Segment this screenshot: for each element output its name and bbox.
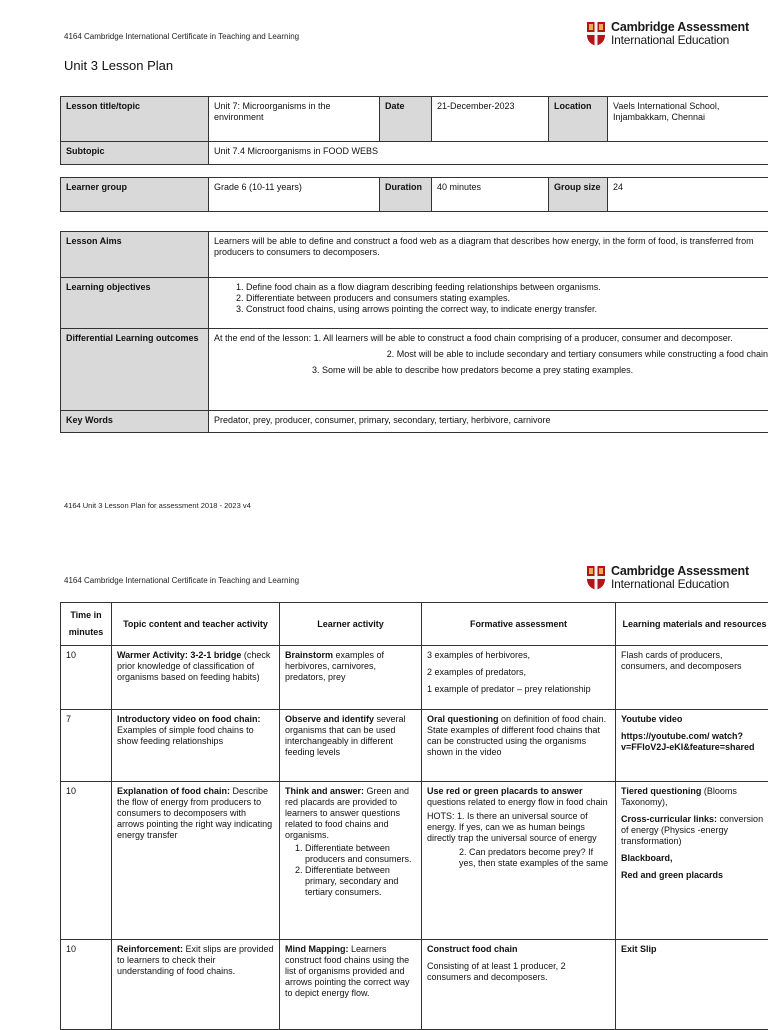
row-topic: Reinforcement: Exit slips are provided to learners to check their understanding of food chains. — [112, 940, 280, 1030]
row-materials: Youtube video https://youtube.com/ watch?v=FFloV2J-eKI&feature=shared — [616, 710, 768, 782]
col-formative: Formative assessment — [422, 603, 616, 646]
learner-group-value: Grade 6 (10-11 years) — [209, 178, 380, 212]
objective-item: 2. Differentiate between producers and consumers stating examples. — [246, 293, 768, 304]
diff-outcome-2: 2. Most will be able to include secondary and tertiary consumers while constructing a food chain — [214, 349, 768, 360]
row-topic: Warmer Activity: 3-2-1 bridge (check prior knowledge of classification of organisms based on feeding habits) — [112, 646, 280, 710]
row-topic: Introductory video on food chain: Examples of simple food chains to show feeding relationships — [112, 710, 280, 782]
learning-objectives-label: Learning objectives — [61, 278, 209, 329]
key-words-label: Key Words — [61, 411, 209, 433]
key-words-value: Predator, prey, producer, consumer, primary, secondary, tertiary, herbivore, carnivore — [209, 411, 768, 433]
learning-objectives-value — [209, 278, 768, 329]
lesson-aims-label: Lesson Aims — [61, 232, 209, 278]
duration-value: 40 minutes — [432, 178, 549, 212]
cambridge-shield-icon — [586, 565, 606, 591]
learner-group-label: Learner group — [61, 178, 209, 212]
row-learner: Mind Mapping: Learners construct food chains using the list of organisms provided and arrows pointing the correct way to depict energy flow. — [280, 940, 422, 1030]
row-formative: Oral questioning on definition of food chain. State examples of different food chains that can be constructed using the organisms shown in the video — [422, 710, 616, 782]
subtopic-label: Subtopic — [61, 142, 209, 165]
row-time: 10 — [61, 782, 112, 940]
objective-item: 3. Construct food chains, using arrows pointing the correct way, to indicate energy transfer. — [246, 304, 768, 315]
row-materials: Tiered questioning (Blooms Taxonomy), Cross-curricular links: conversion of energy (Physics -energy transformation) Blackboard, Red and green placards — [616, 782, 768, 940]
date-label: Date — [380, 97, 432, 142]
cambridge-shield-icon — [586, 21, 606, 47]
lesson-plan-table — [60, 602, 768, 1030]
row-learner: Brainstorm examples of herbivores, carnivores, predators, prey — [280, 646, 422, 710]
row-learner: Think and answer: Green and red placards are provided to learners to answer questions related to food chains and organisms. 1. Differentiate between producers and consumers. 2. Differentiate between primary, secondary and tertiary consumers. — [280, 782, 422, 940]
cambridge-logo-2 — [586, 565, 749, 591]
group-size-value: 24 — [608, 178, 768, 212]
cambridge-logo — [586, 21, 749, 47]
learner-group-table — [60, 177, 768, 212]
row-time: 10 — [61, 940, 112, 1030]
page-title: Unit 3 Lesson Plan — [64, 58, 173, 73]
row-time: 10 — [61, 646, 112, 710]
lesson-info-table — [60, 96, 768, 165]
table-row — [61, 710, 768, 782]
diff-outcome-1: At the end of the lesson: 1. All learners will be able to construct a food chain comprising of a producer, consumer and decomposer. — [214, 333, 768, 344]
table-row — [61, 940, 768, 1030]
row-topic: Explanation of food chain: Describe the flow of energy from producers to consumers to decomposers with arrows pointing the right way indicating energy transfer — [112, 782, 280, 940]
row-formative: 3 examples of herbivores, 2 examples of predators, 1 example of predator – prey relationship — [422, 646, 616, 710]
row-materials: Exit Slip — [616, 940, 768, 1030]
logo-line1: Cambridge Assessment — [611, 21, 749, 34]
logo-line2: International Education — [611, 578, 749, 591]
row-formative: Use red or green placards to answer questions related to energy flow in food chain HOTS: 1. Is there an universal source of energy. If yes, can we as human beings directly trap the universal source of energy 2. Can predators become prey? If yes, then state examples of the same — [422, 782, 616, 940]
row-materials: Flash cards of producers, consumers, and decomposers — [616, 646, 768, 710]
lesson-title-label: Lesson title/topic — [61, 97, 209, 142]
location-value: Vaels International School, Injambakkam, Chennai — [608, 97, 768, 142]
page-footer: 4164 Unit 3 Lesson Plan for assessment 2018 - 2023 v4 — [64, 501, 251, 510]
col-materials: Learning materials and resources — [616, 603, 768, 646]
location-label: Location — [549, 97, 608, 142]
differential-outcomes-value — [209, 329, 768, 411]
lesson-aims-value: Learners will be able to define and construct a food web as a diagram that describes how energy, in the form of food, is transferred from producers to consumers to decomposers. — [209, 232, 768, 278]
col-learner: Learner activity — [280, 603, 422, 646]
youtube-link[interactable]: https://youtube.com/ watch?v=FFloV2J-eKI&feature=shared — [621, 731, 768, 753]
date-value: 21-December-2023 — [432, 97, 549, 142]
row-time: 7 — [61, 710, 112, 782]
page2-header-text: 4164 Cambridge International Certificate in Teaching and Learning — [64, 576, 299, 585]
row-formative: Construct food chain Consisting of at least 1 producer, 2 consumers and decomposers. — [422, 940, 616, 1030]
table-row — [61, 782, 768, 940]
objective-item: 1. Define food chain as a flow diagram describing feeding relationships between organisms. — [246, 282, 768, 293]
duration-label: Duration — [380, 178, 432, 212]
table-row — [61, 646, 768, 710]
col-topic: Topic content and teacher activity — [112, 603, 280, 646]
col-time: Time in minutes — [61, 603, 112, 646]
diff-outcome-3: 3. Some will be able to describe how predators become a prey stating examples. — [214, 365, 768, 376]
lesson-aims-table — [60, 231, 768, 433]
lesson-title-value: Unit 7: Microorganisms in the environment — [209, 97, 380, 142]
logo-line2: International Education — [611, 34, 749, 47]
row-learner: Observe and identify several organisms that can be used interchangeably in different feeding levels — [280, 710, 422, 782]
group-size-label: Group size — [549, 178, 608, 212]
page-header-text: 4164 Cambridge International Certificate in Teaching and Learning — [64, 32, 299, 41]
logo-line1: Cambridge Assessment — [611, 565, 749, 578]
differential-outcomes-label: Differential Learning outcomes — [61, 329, 209, 411]
subtopic-value: Unit 7.4 Microorganisms in FOOD WEBS — [209, 142, 768, 165]
